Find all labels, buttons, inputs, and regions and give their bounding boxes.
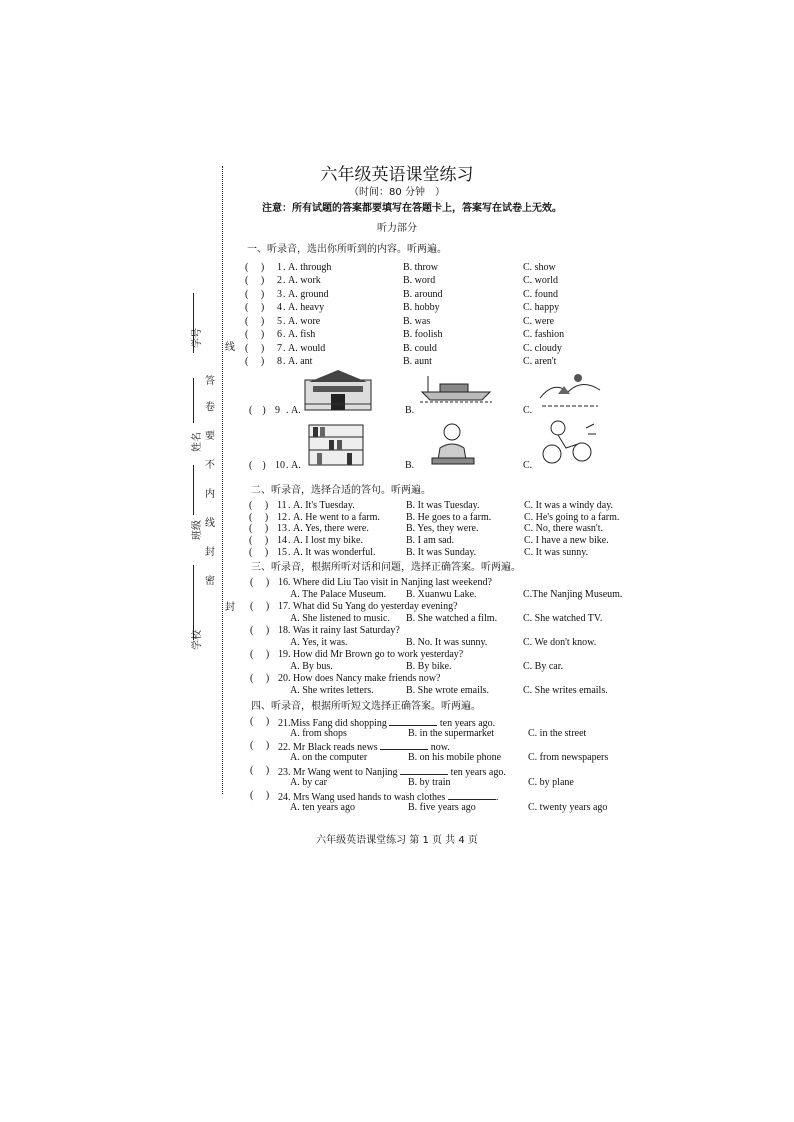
warning-char: 密: [205, 576, 215, 587]
option-a: A. I lost my bike.: [293, 535, 363, 546]
question-text: 18. Was it rainy last Saturday?: [278, 625, 400, 636]
question-number: 14: [277, 535, 287, 546]
question-text: 22. Mr Black reads news now.: [278, 742, 450, 753]
option-c: C. By car.: [523, 661, 563, 672]
question-text: 17. What did Su Yang do yesterday evening?: [278, 601, 458, 612]
option-a: A. work: [288, 275, 321, 286]
question-number: 8: [277, 356, 282, 367]
name-label: 姓名: [192, 432, 203, 452]
option-c: C. from newspapers: [528, 752, 609, 763]
exam-title: 六年级英语课堂练习: [320, 165, 474, 185]
option-b: B. She wrote emails.: [406, 685, 490, 696]
option-c: C. It was sunny.: [524, 547, 589, 558]
question-number: 2: [277, 275, 282, 286]
answer-bracket[interactable]: ( ): [245, 343, 265, 354]
school-blank: [193, 565, 194, 640]
question-number: 9: [275, 405, 280, 416]
option-a: A.: [291, 460, 301, 471]
option-b: B. by train: [408, 777, 451, 788]
answer-bracket[interactable]: ( ): [249, 460, 266, 471]
question-row: ( ) 7 . A. would B. could C. cloudy: [245, 343, 562, 354]
question-number: 10: [275, 460, 285, 471]
name-blank: [193, 378, 194, 423]
option-a: A. wore: [288, 316, 321, 327]
option-b: B.: [405, 405, 415, 416]
question-row: ( ) 11 . A. It's Tuesday. B. It was Tuesday. C. It was a windy day.: [249, 500, 614, 511]
option-c: C. were: [523, 316, 555, 327]
option-b: B. on his mobile phone: [408, 752, 502, 763]
answer-bracket[interactable]: ( ): [250, 716, 270, 727]
question-row: ( ) 5 . A. wore B. was C. were: [245, 316, 555, 327]
class-blank: [193, 465, 194, 515]
picture-question-row: ( ) 9 . A. B. C.: [249, 405, 533, 416]
option-c: C. We don't know.: [523, 637, 597, 648]
question-number: 13: [277, 523, 287, 534]
option-c: C.The Nanjing Museum.: [523, 589, 623, 600]
question-number: 5: [277, 316, 282, 327]
warning-char: 卷: [205, 402, 215, 413]
option-b: B. I am sad.: [406, 535, 455, 546]
option-a: A.: [291, 405, 301, 416]
option-b: B. was: [403, 316, 431, 327]
option-b: B. aunt: [403, 356, 432, 367]
option-a: A. He went to a farm.: [293, 512, 380, 523]
option-b: B. By bike.: [406, 661, 452, 672]
option-a: A. on the computer: [290, 752, 368, 763]
option-c: C. She writes emails.: [523, 685, 608, 696]
answer-bracket[interactable]: ( ): [250, 601, 270, 612]
answer-bracket[interactable]: ( ): [245, 302, 265, 313]
answer-blank[interactable]: [380, 740, 428, 750]
question-row: ( ) 13 . A. Yes, there were. B. Yes, they were. C. No, there wasn't.: [249, 523, 604, 534]
answer-bracket[interactable]: ( ): [245, 316, 265, 327]
binding-dotted-line: [222, 166, 223, 794]
option-a: A. Yes, it was.: [290, 637, 348, 648]
exam-time: （时间：80 分钟 ）: [349, 187, 445, 198]
answer-bracket[interactable]: ( ): [250, 765, 270, 776]
option-b: B. Xuanwu Lake.: [406, 589, 477, 600]
section1-heading: 一、听录音，选出你所听到的内容。听两遍。: [247, 244, 447, 255]
option-c: C. cloudy: [523, 343, 562, 354]
answer-bracket[interactable]: ( ): [245, 262, 265, 273]
option-c: C. She watched TV.: [523, 613, 603, 624]
option-a: A. ant: [288, 356, 313, 367]
answer-bracket[interactable]: ( ): [249, 500, 269, 511]
option-a: A. fish: [288, 329, 316, 340]
question-number: 12: [277, 512, 287, 523]
question-text: 21.Miss Fang did shopping ten years ago.: [278, 718, 496, 729]
warning-char: 答: [205, 376, 215, 387]
option-c: C. I have a new bike.: [524, 535, 609, 546]
line-mark: 线: [225, 342, 235, 353]
option-b: B. in the supermarket: [408, 728, 495, 739]
question-number: 7: [277, 343, 282, 354]
option-a: A. It's Tuesday.: [293, 500, 355, 511]
option-c: C. show: [523, 262, 556, 273]
library-picture: [307, 423, 365, 467]
option-c: C. found: [523, 289, 558, 300]
option-a: A. It was wonderful.: [293, 547, 376, 558]
option-a: A. from shops: [290, 728, 347, 739]
option-b: B. five years ago: [408, 802, 476, 813]
option-a: A. By bus.: [290, 661, 333, 672]
answer-blank[interactable]: [448, 790, 496, 800]
question-row: ( ) 2 . A. work B. word C. world: [245, 275, 558, 286]
warning-char: 内: [205, 489, 215, 500]
picture-question-row: ( ) 10 . A. B. C.: [249, 460, 533, 471]
page-footer: 六年级英语课堂练习 第 1 页 共 4 页: [316, 835, 478, 846]
answer-bracket[interactable]: ( ): [249, 535, 269, 546]
option-b: B. He goes to a farm.: [406, 512, 492, 523]
warning-char: 线: [205, 518, 215, 529]
question-row: ( ) 4 . A. heavy B. hobby C. happy: [245, 302, 560, 313]
question-row: ( ) 6 . A. fish B. foolish C. fashion: [245, 329, 565, 340]
question-row: ( ) 3 . A. ground B. around C. found: [245, 289, 558, 300]
answer-bracket[interactable]: ( ): [245, 356, 265, 367]
section3-heading: 三、听录音，根据所听对话和问题，选择正确答案。听两遍。: [251, 562, 521, 573]
person-writing-picture: [428, 420, 478, 468]
answer-blank[interactable]: [400, 765, 448, 775]
answer-bracket[interactable]: ( ): [250, 625, 270, 636]
seal-mark: 封: [225, 602, 235, 613]
option-b: B. It was Tuesday.: [406, 500, 480, 511]
answer-bracket[interactable]: ( ): [245, 329, 265, 340]
option-b: B. throw: [403, 262, 438, 273]
class-label: 班级: [192, 520, 203, 540]
option-b: B. foolish: [403, 329, 443, 340]
answer-blank[interactable]: [389, 716, 437, 726]
answer-bracket[interactable]: ( ): [249, 512, 269, 523]
palace-museum-picture: [303, 368, 373, 412]
answer-bracket[interactable]: ( ): [245, 275, 265, 286]
option-c: C. happy: [523, 302, 560, 313]
option-b: B. hobby: [403, 302, 440, 313]
question-text: 20. How does Nancy make friends now?: [278, 673, 441, 684]
option-a: A. through: [288, 262, 332, 273]
option-b: B. could: [403, 343, 437, 354]
answer-bracket[interactable]: ( ): [249, 405, 266, 416]
question-number: 4: [277, 302, 282, 313]
warning-char: 封: [205, 547, 215, 558]
question-number: 1: [277, 262, 282, 273]
option-c: C. in the street: [528, 728, 587, 739]
option-b: B. No. It was sunny.: [406, 637, 488, 648]
option-b: B. word: [403, 275, 436, 286]
school-label: 学校: [192, 630, 203, 650]
option-c: C.: [523, 460, 533, 471]
answer-bracket[interactable]: ( ): [249, 547, 269, 558]
question-row: ( ) 8 . A. ant B. aunt C. aren't: [245, 356, 557, 367]
option-b: B. She watched a film.: [406, 613, 498, 624]
question-number: 6: [277, 329, 282, 340]
option-a: A. by car: [290, 777, 327, 788]
question-row: ( ) 1 . A. through B. throw C. show: [245, 262, 556, 273]
option-a: A. She listened to music.: [290, 613, 390, 624]
answer-bracket[interactable]: ( ): [250, 673, 270, 684]
option-c: C. twenty years ago: [528, 802, 608, 813]
section4-heading: 四、听录音，根据所听短文选择正确答案。听两遍。: [251, 701, 481, 712]
question-row: ( ) 15 . A. It was wonderful. B. It was Sunday. C. It was sunny.: [249, 547, 589, 558]
section2-heading: 二、听录音，选择合适的答句。听两遍。: [251, 485, 431, 496]
option-b: B. around: [403, 289, 443, 300]
boat-picture: [420, 372, 492, 404]
option-a: A. ground: [288, 289, 329, 300]
option-c: C. It was a windy day.: [524, 500, 614, 511]
option-c: C. He's going to a farm.: [524, 512, 620, 523]
option-c: C. by plane: [528, 777, 574, 788]
question-text: 16. Where did Liu Tao visit in Nanjing last weekend?: [278, 577, 492, 588]
answer-bracket[interactable]: ( ): [245, 289, 265, 300]
listening-part-label: 听力部分: [377, 223, 417, 234]
lake-picture: [538, 368, 602, 412]
option-c: C. world: [523, 275, 558, 286]
question-number: 11: [277, 500, 287, 511]
answer-bracket[interactable]: ( ): [250, 740, 270, 751]
question-number: 15: [277, 547, 287, 558]
student-id-label: 学号: [192, 328, 203, 348]
warning-char: 要: [205, 431, 215, 442]
option-a: A. She writes letters.: [290, 685, 374, 696]
question-text: 24. Mrs Wang used hands to wash clothes .: [278, 792, 499, 803]
option-a: A. ten years ago: [290, 802, 355, 813]
answer-bracket[interactable]: ( ): [249, 523, 269, 534]
option-c: C. No, there wasn't.: [524, 523, 604, 534]
option-c: C. aren't: [523, 356, 557, 367]
exam-notice: 注意：所有试题的答案都要填写在答题卡上，答案写在试卷上无效。: [262, 203, 562, 214]
answer-bracket[interactable]: ( ): [250, 790, 270, 801]
option-c: C.: [523, 405, 533, 416]
option-b: B. Yes, they were.: [406, 523, 479, 534]
option-c: C. fashion: [523, 329, 565, 340]
option-a: A. heavy: [288, 302, 325, 313]
option-a: A. would: [288, 343, 326, 354]
question-row: ( ) 14 . A. I lost my bike. B. I am sad. C. I have a new bike.: [249, 535, 609, 546]
question-number: 3: [277, 289, 282, 300]
person-cycling-picture: [538, 418, 598, 466]
warning-char: 不: [205, 460, 215, 471]
question-row: ( ) 12 . A. He went to a farm. B. He goes to a farm. C. He's going to a farm.: [249, 512, 620, 523]
question-text: 23. Mr Wang went to Nanjing ten years ago.: [278, 767, 506, 778]
option-b: B.: [405, 460, 415, 471]
answer-bracket[interactable]: ( ): [250, 649, 270, 660]
option-a: A. The Palace Museum.: [290, 589, 387, 600]
answer-bracket[interactable]: ( ): [250, 577, 270, 588]
option-a: A. Yes, there were.: [293, 523, 369, 534]
question-text: 19. How did Mr Brown go to work yesterday?: [278, 649, 464, 660]
option-b: B. It was Sunday.: [406, 547, 477, 558]
